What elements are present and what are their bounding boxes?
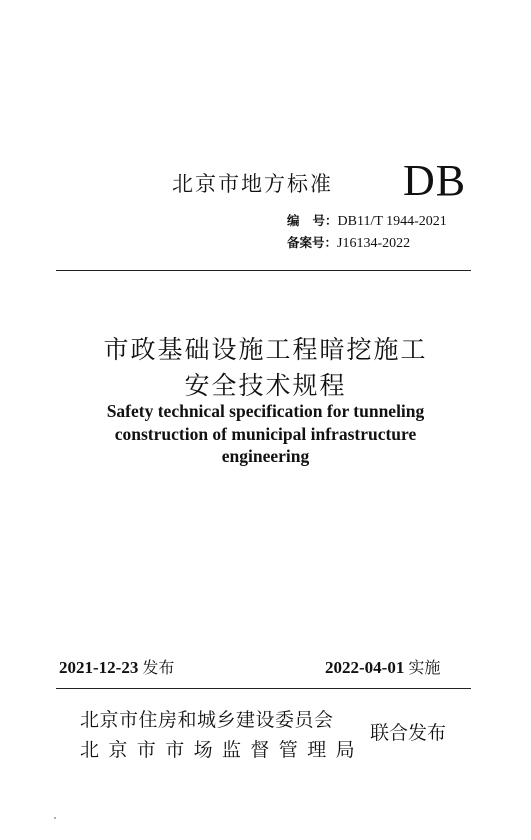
joint-issue-label: 联合发布 [370, 722, 447, 744]
title-chinese-line1: 市政基础设施工程暗挖施工 [103, 335, 428, 364]
footer-divider [56, 688, 471, 689]
record-number-label: 备案号： [287, 235, 338, 250]
title-chinese-line2: 安全技术规程 [184, 371, 347, 400]
title-english-line2: construction of municipal infrastructure [114, 423, 417, 444]
implement-date-row [325, 655, 440, 678]
issuer-market-regulation: 北京市市场监督管理局 [80, 739, 365, 761]
scan-speck [54, 817, 56, 819]
title-english-line3: engineering [221, 446, 310, 466]
implement-label: 实施 [408, 658, 441, 677]
record-number-value: J16134-2022 [337, 236, 411, 251]
issue-date-row [59, 655, 174, 678]
standard-type-label: 北京市地方标准 [172, 172, 333, 196]
issue-label: 发布 [142, 658, 175, 677]
title-english-line1: Safety technical specification for tunneling [106, 401, 425, 421]
standard-code-label: 编号： [287, 213, 338, 228]
implement-date: 2022-04-01 [325, 658, 405, 677]
db-category-mark: DB [403, 156, 467, 205]
standard-code-row [287, 211, 447, 230]
record-number-row [287, 233, 410, 252]
issuer-housing-commission: 北京市住房和城乡建设委员会 [80, 709, 334, 731]
standard-code-value: DB11/T 1944-2021 [337, 214, 447, 229]
header-divider [56, 270, 471, 271]
issue-date: 2021-12-23 [59, 658, 139, 677]
title-english [40, 400, 491, 468]
